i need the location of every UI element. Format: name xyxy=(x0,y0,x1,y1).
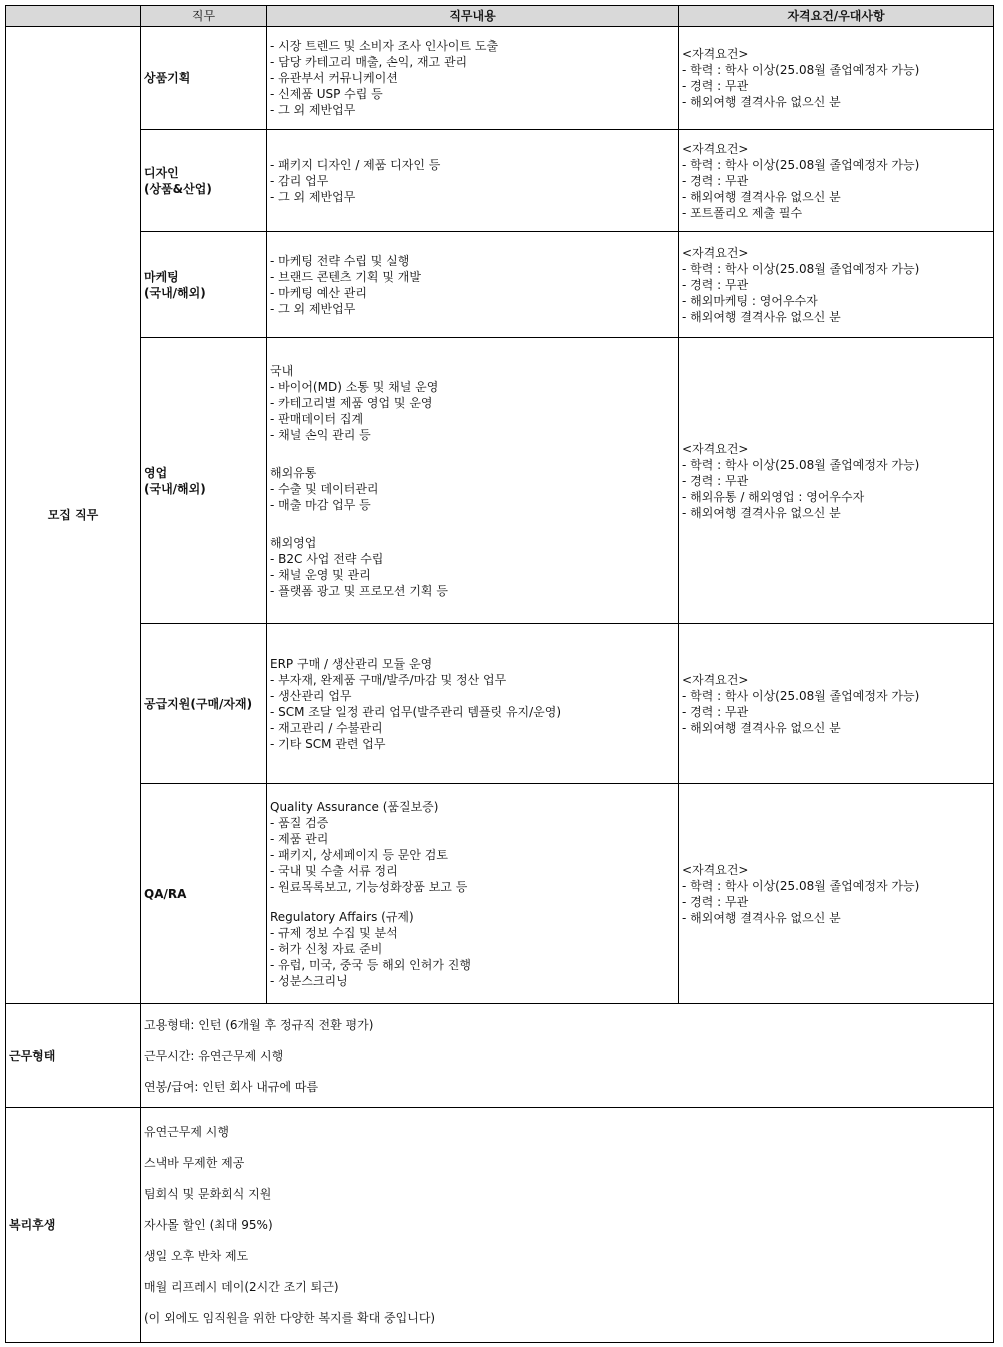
content-line: - 원료목록보고, 기능성화장품 보고 등 xyxy=(270,879,468,894)
role-row xyxy=(6,338,994,624)
content-line: - 부자재, 완제품 구매/발주/마감 및 정산 업무 xyxy=(270,672,507,687)
content-line: - 판매데이터 집계 xyxy=(270,411,364,426)
requirement-line: - 학력 : 학사 이상(25.08월 졸업예정자 가능) xyxy=(682,261,920,276)
requirement-line: - 경력 : 무관 xyxy=(682,894,749,909)
role-name xyxy=(141,232,267,338)
content-line: 해외유통 xyxy=(270,465,317,480)
requirement-line: - 학력 : 학사 이상(25.08월 졸업예정자 가능) xyxy=(682,63,920,77)
requirement-line: <자격요건> xyxy=(682,245,749,260)
role-name-line: 마케팅 xyxy=(144,269,179,284)
content-line: - 패키지 디자인 / 제품 디자인 등 xyxy=(270,157,441,172)
requirement-line: - 학력 : 학사 이상(25.08월 졸업예정자 가능) xyxy=(682,457,920,472)
content-line: - 유럽, 미국, 중국 등 해외 인허가 진행 xyxy=(270,957,471,972)
content-line: Regulatory Affairs (규제) xyxy=(270,909,414,924)
role-content xyxy=(267,784,679,1004)
role-name-line: 공급지원(구매/자재) xyxy=(144,696,253,711)
requirement-line: - 학력 : 학사 이상(25.08월 졸업예정자 가능) xyxy=(682,157,920,172)
requirement-line: - 학력 : 학사 이상(25.08월 졸업예정자 가능) xyxy=(682,688,920,703)
header-content: 직무내용 xyxy=(267,6,679,27)
benefit-item: (이 외에도 임직원을 위한 다양한 복지를 확대 중입니다) xyxy=(144,1311,436,1325)
role-row xyxy=(6,130,994,232)
content-line: - 기타 SCM 관련 업무 xyxy=(270,736,386,751)
content-line: - 카테고리별 제품 영업 및 운영 xyxy=(270,395,433,410)
requirement-line: - 해외유통 / 해외영업 : 영어우수자 xyxy=(682,489,865,504)
benefits-label: 복리후생 xyxy=(6,1108,141,1343)
header-empty-cell xyxy=(6,6,141,27)
role-row xyxy=(6,784,994,1004)
requirement-line: <자격요건> xyxy=(682,862,749,877)
role-name-line: (국내/해외) xyxy=(144,481,206,496)
benefit-items xyxy=(141,1108,994,1343)
content-line: - 국내 및 수출 서류 정리 xyxy=(270,863,398,878)
content-line: - 그 외 제반업무 xyxy=(270,189,356,204)
role-requirements xyxy=(679,27,994,130)
content-line: - 재고관리 / 수불관리 xyxy=(270,720,383,735)
content-line: - 감리 업무 xyxy=(270,173,329,188)
requirement-line: - 경력 : 무관 xyxy=(682,173,749,188)
work-label: 근무형태 xyxy=(6,1004,141,1108)
role-name-line: 영업 xyxy=(144,465,168,480)
content-line: - 채널 손익 관리 등 xyxy=(270,427,371,442)
content-line: - 담당 카테고리 매출, 손익, 재고 관리 xyxy=(270,55,468,69)
content-line: - SCM 조달 일정 관리 업무(발주관리 템플릿 유지/운영) xyxy=(270,704,562,719)
role-name xyxy=(141,784,267,1004)
content-line: - 성분스크리닝 xyxy=(270,973,348,988)
content-line: - 유관부서 커뮤니케이션 xyxy=(270,71,398,85)
work-items xyxy=(141,1004,994,1108)
role-name-line: (상품&산업) xyxy=(144,181,212,196)
content-line: - 마케팅 전략 수립 및 실행 xyxy=(270,253,410,268)
content-line: 해외영업 xyxy=(270,535,317,550)
requirement-line: <자격요건> xyxy=(682,141,749,156)
role-requirements xyxy=(679,784,994,1004)
content-line: - 마케팅 예산 관리 xyxy=(270,285,367,300)
role-name-line: 상품기획 xyxy=(144,71,191,85)
role-content xyxy=(267,338,679,624)
role-content xyxy=(267,232,679,338)
role-name xyxy=(141,338,267,624)
requirement-line: - 해외여행 결격사유 없으신 분 xyxy=(682,95,841,109)
content-line: - 채널 운영 및 관리 xyxy=(270,567,371,582)
work-item: 연봉/급여: 인턴 회사 내규에 따름 xyxy=(144,1079,319,1094)
benefit-item: 생일 오후 반차 제도 xyxy=(144,1249,249,1263)
role-row xyxy=(6,624,994,784)
content-line: - 생산관리 업무 xyxy=(270,688,352,703)
role-row xyxy=(6,232,994,338)
content-line: 국내 xyxy=(270,363,294,378)
requirement-line: - 해외여행 결격사유 없으신 분 xyxy=(682,910,841,925)
content-line: - 브랜드 콘텐츠 기획 및 개발 xyxy=(270,269,421,284)
role-content xyxy=(267,624,679,784)
content-line: - 그 외 제반업무 xyxy=(270,103,356,117)
content-line: - 패키지, 상세페이지 등 문안 검토 xyxy=(270,847,448,862)
role-name xyxy=(141,27,267,130)
header-requirements: 자격요건/우대사항 xyxy=(679,6,994,27)
content-line: - 플랫폼 광고 및 프로모션 기획 등 xyxy=(270,583,448,598)
role-name xyxy=(141,130,267,232)
content-line: - 제품 관리 xyxy=(270,831,329,846)
requirement-line: - 경력 : 무관 xyxy=(682,704,749,719)
content-line: - 신제품 USP 수립 등 xyxy=(270,87,383,101)
benefit-item: 유연근무제 시행 xyxy=(144,1125,229,1139)
requirement-line: <자격요건> xyxy=(682,441,749,456)
content-line: - 시장 트렌드 및 소비자 조사 인사이트 도출 xyxy=(270,39,499,53)
requirement-line: - 경력 : 무관 xyxy=(682,473,749,488)
requirement-line: <자격요건> xyxy=(682,47,749,61)
work-item: 근무시간: 유연근무제 시행 xyxy=(144,1048,284,1063)
role-name xyxy=(141,624,267,784)
table-header-row xyxy=(6,6,994,27)
benefits-row xyxy=(6,1108,994,1343)
requirement-line: - 경력 : 무관 xyxy=(682,277,749,292)
requirement-line: - 학력 : 학사 이상(25.08월 졸업예정자 가능) xyxy=(682,878,920,893)
role-content xyxy=(267,27,679,130)
requirement-line: - 해외마케팅 : 영어우수자 xyxy=(682,293,818,308)
spacer xyxy=(270,443,675,465)
requirement-line: - 경력 : 무관 xyxy=(682,79,749,93)
role-name-line: QA/RA xyxy=(144,886,187,901)
content-line: - 매출 마감 업무 등 xyxy=(270,497,371,512)
requirement-line: - 해외여행 결격사유 없으신 분 xyxy=(682,720,841,735)
benefit-item: 자사몰 할인 (최대 95%) xyxy=(144,1218,273,1232)
benefit-item: 스낵바 무제한 제공 xyxy=(144,1156,245,1170)
role-content xyxy=(267,130,679,232)
role-requirements xyxy=(679,232,994,338)
header-role: 직무 xyxy=(141,6,267,27)
content-line: - 품질 검증 xyxy=(270,815,329,830)
role-requirements xyxy=(679,130,994,232)
role-name-line: (국내/해외) xyxy=(144,285,206,300)
work-item: 고용형태: 인턴 (6개월 후 정규직 전환 평가) xyxy=(144,1017,374,1032)
role-requirements xyxy=(679,624,994,784)
content-line: - 수출 및 데이터관리 xyxy=(270,481,379,496)
content-line: - 규제 정보 수집 및 분석 xyxy=(270,925,398,940)
benefit-item: 매월 리프레시 데이(2시간 조기 퇴근) xyxy=(144,1280,339,1294)
spacer xyxy=(270,513,675,535)
content-line: - B2C 사업 전략 수립 xyxy=(270,551,384,566)
requirement-line: - 해외여행 결격사유 없으신 분 xyxy=(682,505,841,520)
job-posting-table xyxy=(5,5,994,1343)
content-line: - 바이어(MD) 소통 및 채널 운영 xyxy=(270,379,439,394)
requirement-line: <자격요건> xyxy=(682,672,749,687)
content-line: - 그 외 제반업무 xyxy=(270,301,356,316)
work-row xyxy=(6,1004,994,1108)
content-line: - 허가 신청 자료 준비 xyxy=(270,941,383,956)
requirement-line: - 해외여행 결격사유 없으신 분 xyxy=(682,309,841,324)
recruit-label: 모집 직무 xyxy=(6,27,141,1004)
role-requirements xyxy=(679,338,994,624)
content-line: Quality Assurance (품질보증) xyxy=(270,799,439,814)
content-line: ERP 구매 / 생산관리 모듈 운영 xyxy=(270,656,433,671)
requirement-line: - 포트폴리오 제출 필수 xyxy=(682,205,803,220)
benefit-item: 팀회식 및 문화회식 지원 xyxy=(144,1187,272,1201)
role-name-line: 디자인 xyxy=(144,165,179,180)
requirement-line: - 해외여행 결격사유 없으신 분 xyxy=(682,189,841,204)
spacer xyxy=(270,895,675,909)
role-row xyxy=(6,27,994,130)
